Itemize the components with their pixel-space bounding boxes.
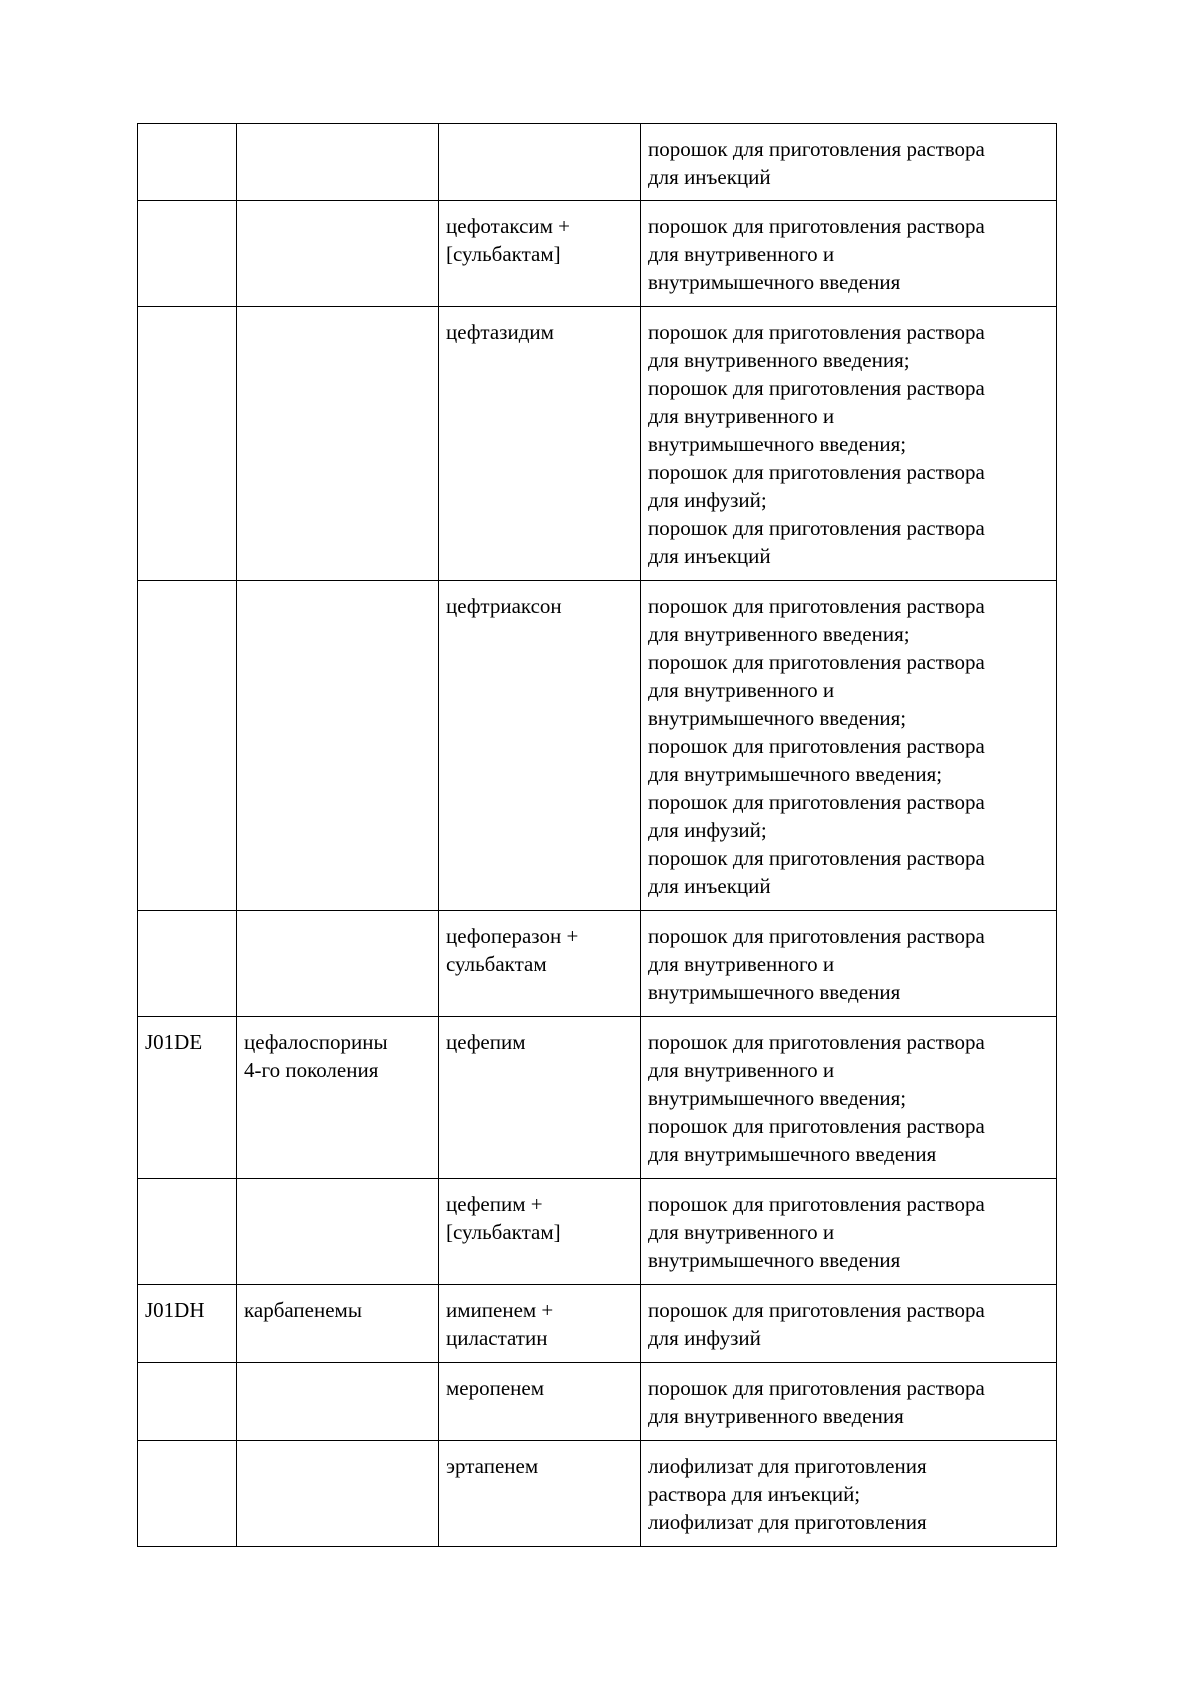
- group-cell: [237, 1017, 439, 1179]
- atc-code-cell: [138, 201, 237, 307]
- table-row: [138, 201, 1057, 307]
- drug-name-cell: [439, 201, 641, 307]
- drug-name-line: сульбактам: [446, 952, 547, 976]
- dosage-form-line: порошок для приготовления раствора: [648, 376, 985, 400]
- dosage-form-cell: [641, 201, 1057, 307]
- group-cell: [237, 911, 439, 1017]
- dosage-form-line: порошок для приготовления раствора: [648, 846, 985, 870]
- drug-name-line: цефепим +: [446, 1192, 543, 1216]
- dosage-form-line: для инфузий;: [648, 818, 767, 842]
- dosage-form-line: порошок для приготовления раствора: [648, 790, 985, 814]
- table-row: [138, 1363, 1057, 1441]
- dosage-form-line: для внутривенного введения: [648, 1404, 904, 1428]
- table-row: [138, 307, 1057, 581]
- drug-name-line: циластатин: [446, 1326, 548, 1350]
- dosage-form-line: для внутривенного и: [648, 1220, 835, 1244]
- dosage-form-line: лиофилизат для приготовления: [648, 1454, 927, 1478]
- dosage-form-line: порошок для приготовления раствора: [648, 1114, 985, 1138]
- dosage-form-line: для инъекций: [648, 874, 771, 898]
- dosage-form-line: для внутривенного и: [648, 404, 835, 428]
- drug-name-cell: [439, 124, 641, 201]
- dosage-form-cell: [641, 1179, 1057, 1285]
- dosage-form-line: для инъекций: [648, 165, 771, 189]
- atc-code-cell: [138, 124, 237, 201]
- atc-code-cell: [138, 1363, 237, 1441]
- dosage-form-line: для внутримышечного введения;: [648, 762, 943, 786]
- dosage-form-line: порошок для приготовления раствора: [648, 734, 985, 758]
- dosage-form-cell: [641, 1441, 1057, 1547]
- dosage-form-line: для инъекций: [648, 544, 771, 568]
- drug-name-line: меропенем: [446, 1376, 545, 1400]
- dosage-form-line: порошок для приготовления раствора: [648, 924, 985, 948]
- dosage-form-cell: [641, 307, 1057, 581]
- atc-code: J01DE: [145, 1030, 203, 1054]
- table-row: [138, 1441, 1057, 1547]
- dosage-form-line: для внутривенного введения;: [648, 622, 910, 646]
- dosage-form-line: порошок для приготовления раствора: [648, 516, 985, 540]
- drug-name-line: имипенем +: [446, 1298, 554, 1322]
- dosage-form-line: порошок для приготовления раствора: [648, 320, 985, 344]
- table-row: [138, 911, 1057, 1017]
- dosage-form-line: внутримышечного введения: [648, 270, 901, 294]
- dosage-form-line: для внутривенного и: [648, 678, 835, 702]
- group-cell: [237, 1179, 439, 1285]
- dosage-form-cell: [641, 581, 1057, 911]
- atc-code-cell: [138, 1285, 237, 1363]
- drug-name-line: цефтазидим: [446, 320, 554, 344]
- dosage-form-line: внутримышечного введения: [648, 980, 901, 1004]
- drug-name-line: цефтриаксон: [446, 594, 562, 618]
- group-cell: [237, 307, 439, 581]
- dosage-form-line: порошок для приготовления раствора: [648, 1030, 985, 1054]
- drug-name-cell: [439, 1285, 641, 1363]
- drug-name-line: эртапенем: [446, 1454, 539, 1478]
- atc-code-cell: [138, 911, 237, 1017]
- group-cell: [237, 124, 439, 201]
- drug-name-cell: [439, 911, 641, 1017]
- dosage-form-line: для инфузий: [648, 1326, 761, 1350]
- drug-name-cell: [439, 581, 641, 911]
- atc-code-cell: [138, 307, 237, 581]
- atc-code: J01DH: [145, 1298, 205, 1322]
- table-row: [138, 1017, 1057, 1179]
- drug-name-cell: [439, 1017, 641, 1179]
- dosage-form-line: порошок для приготовления раствора: [648, 650, 985, 674]
- drug-name-cell: [439, 1179, 641, 1285]
- dosage-form-cell: [641, 911, 1057, 1017]
- dosage-form-line: для инфузий;: [648, 488, 767, 512]
- drug-name-line: [сульбактам]: [446, 242, 561, 266]
- table-row: [138, 124, 1057, 201]
- dosage-form-line: для внутривенного и: [648, 1058, 835, 1082]
- dosage-form-line: внутримышечного введения;: [648, 706, 907, 730]
- drug-name-cell: [439, 1441, 641, 1547]
- dosage-form-line: для внутривенного введения;: [648, 348, 910, 372]
- dosage-form-line: для внутримышечного введения: [648, 1142, 937, 1166]
- dosage-form-line: порошок для приготовления раствора: [648, 460, 985, 484]
- dosage-form-line: раствора для инъекций;: [648, 1482, 861, 1506]
- dosage-form-cell: [641, 1017, 1057, 1179]
- dosage-form-line: для внутривенного и: [648, 952, 835, 976]
- drug-name-line: цефепим: [446, 1030, 526, 1054]
- group-cell: [237, 1441, 439, 1547]
- table-row: [138, 1285, 1057, 1363]
- drug-table: [137, 123, 1057, 1547]
- table-row: [138, 1179, 1057, 1285]
- dosage-form-line: порошок для приготовления раствора: [648, 594, 985, 618]
- group-cell: [237, 201, 439, 307]
- dosage-form-line: порошок для приготовления раствора: [648, 214, 985, 238]
- drug-name-line: цефоперазон +: [446, 924, 579, 948]
- dosage-form-cell: [641, 124, 1057, 201]
- group-cell: [237, 1363, 439, 1441]
- group-name-line: карбапенемы: [244, 1298, 362, 1322]
- dosage-form-line: для внутривенного и: [648, 242, 835, 266]
- group-cell: [237, 581, 439, 911]
- dosage-form-line: внутримышечного введения;: [648, 432, 907, 456]
- group-name-line: 4-го поколения: [244, 1058, 379, 1082]
- drug-name-line: цефотаксим +: [446, 214, 571, 238]
- dosage-form-cell: [641, 1285, 1057, 1363]
- dosage-form-line: порошок для приготовления раствора: [648, 137, 985, 161]
- dosage-form-line: лиофилизат для приготовления: [648, 1510, 927, 1534]
- dosage-form-line: порошок для приготовления раствора: [648, 1298, 985, 1322]
- dosage-form-line: внутримышечного введения: [648, 1248, 901, 1272]
- dosage-form-line: порошок для приготовления раствора: [648, 1192, 985, 1216]
- atc-code-cell: [138, 581, 237, 911]
- dosage-form-cell: [641, 1363, 1057, 1441]
- group-cell: [237, 1285, 439, 1363]
- drug-name-line: [сульбактам]: [446, 1220, 561, 1244]
- drug-name-cell: [439, 307, 641, 581]
- atc-code-cell: [138, 1441, 237, 1547]
- dosage-form-line: внутримышечного введения;: [648, 1086, 907, 1110]
- dosage-form-line: порошок для приготовления раствора: [648, 1376, 985, 1400]
- group-name-line: цефалоспорины: [244, 1030, 388, 1054]
- drug-name-cell: [439, 1363, 641, 1441]
- atc-code-cell: [138, 1017, 237, 1179]
- table-row: [138, 581, 1057, 911]
- atc-code-cell: [138, 1179, 237, 1285]
